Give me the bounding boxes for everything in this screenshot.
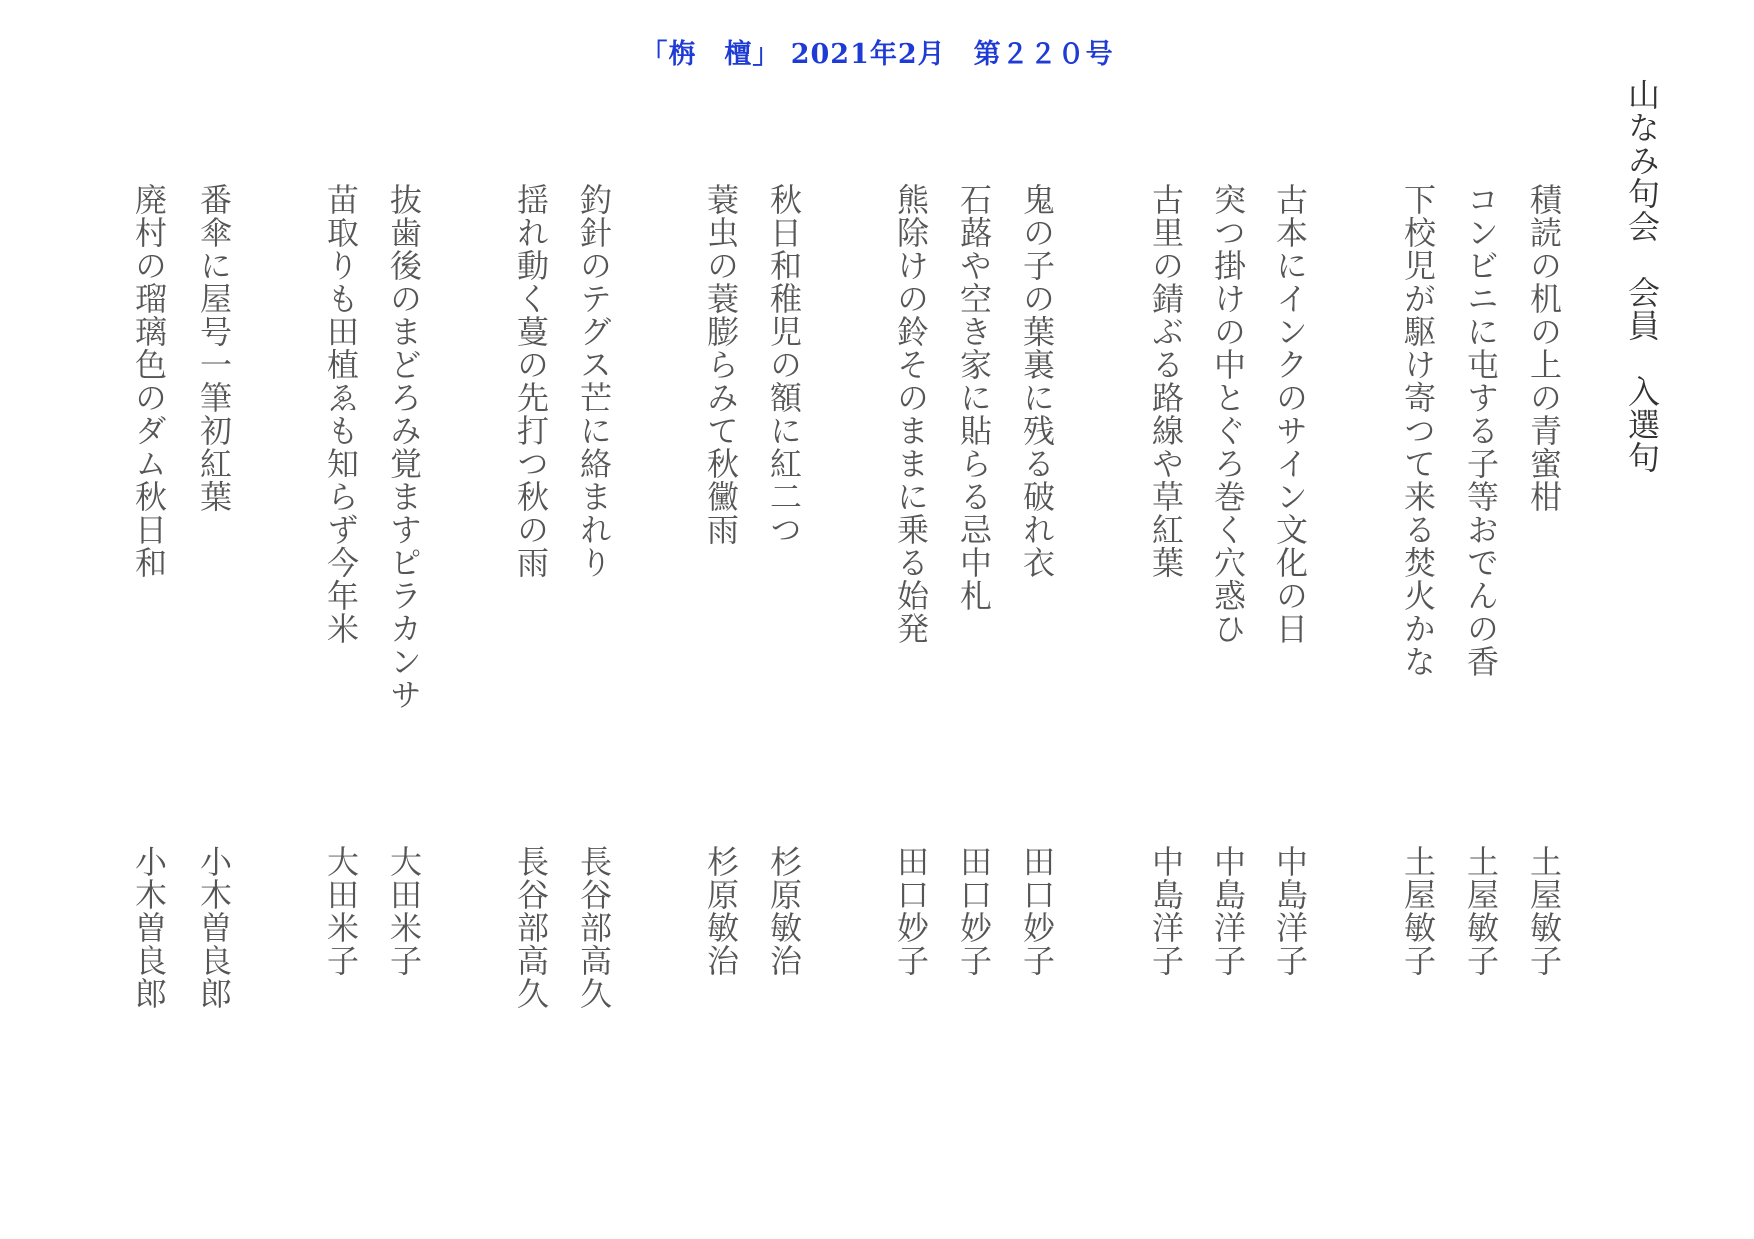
haiku-text: 古里の錆ぶる路線や草紅葉 — [1147, 183, 1185, 579]
haiku-author: 中島洋子 — [1147, 845, 1185, 977]
haiku-text: 揺れ動く蔓の先打つ秋の雨 — [512, 183, 550, 579]
haiku-author: 大田米子 — [322, 845, 360, 977]
haiku-text: 番傘に屋号一筆初紅葉 — [195, 183, 233, 513]
haiku-author: 土屋敏子 — [1525, 845, 1563, 977]
haiku-text: 下校児が駆け寄つて来る焚火かな — [1399, 183, 1437, 678]
haiku-text: 秋日和稚児の額に紅二つ — [765, 183, 803, 546]
haiku-text: 鬼の子の葉裏に残る破れ衣 — [1018, 183, 1056, 579]
haiku-author: 長谷部高久 — [575, 845, 613, 1010]
haiku-author: 杉原敏治 — [702, 845, 740, 977]
haiku-text: 熊除けの鈴そのままに乗る始発 — [892, 183, 930, 645]
haiku-author: 小木曽良郎 — [130, 845, 168, 1010]
haiku-text: コンビニに屯する子等おでんの香 — [1462, 183, 1500, 678]
haiku-text: 廃村の瑠璃色のダム秋日和 — [130, 183, 168, 579]
haiku-text: 古本にインクのサイン文化の日 — [1271, 183, 1309, 645]
haiku-author: 長谷部高久 — [512, 845, 550, 1010]
haiku-text: 抜歯後のまどろみ覚ますピラカンサ — [385, 183, 423, 711]
haiku-author: 土屋敏子 — [1462, 845, 1500, 977]
haiku-author: 中島洋子 — [1209, 845, 1247, 977]
haiku-author: 田口妙子 — [892, 845, 930, 977]
haiku-text: 蓑虫の蓑膨らみて秋黴雨 — [702, 183, 740, 546]
section-heading: 山なみ句会 会員 入選句 — [1623, 78, 1661, 474]
haiku-text: 積読の机の上の青蜜柑 — [1525, 183, 1563, 513]
haiku-author: 中島洋子 — [1271, 845, 1309, 977]
haiku-text: 突つ掛けの中とぐろ巻く穴惑ひ — [1209, 183, 1247, 645]
haiku-text: 石蕗や空き家に貼らる忌中札 — [955, 183, 993, 612]
haiku-author: 杉原敏治 — [765, 845, 803, 977]
newsletter-title: 「栴 檀」 2021年2月 第２２０号 — [640, 39, 1114, 70]
haiku-author: 大田米子 — [385, 845, 423, 977]
newsletter-header — [0, 32, 1754, 71]
haiku-text: 釣針のテグス芒に絡まれり — [575, 183, 613, 579]
haiku-text: 苗取りも田植ゑも知らず今年米 — [322, 183, 360, 645]
haiku-author: 土屋敏子 — [1399, 845, 1437, 977]
haiku-author: 田口妙子 — [955, 845, 993, 977]
haiku-author: 田口妙子 — [1018, 845, 1056, 977]
haiku-author: 小木曽良郎 — [195, 845, 233, 1010]
